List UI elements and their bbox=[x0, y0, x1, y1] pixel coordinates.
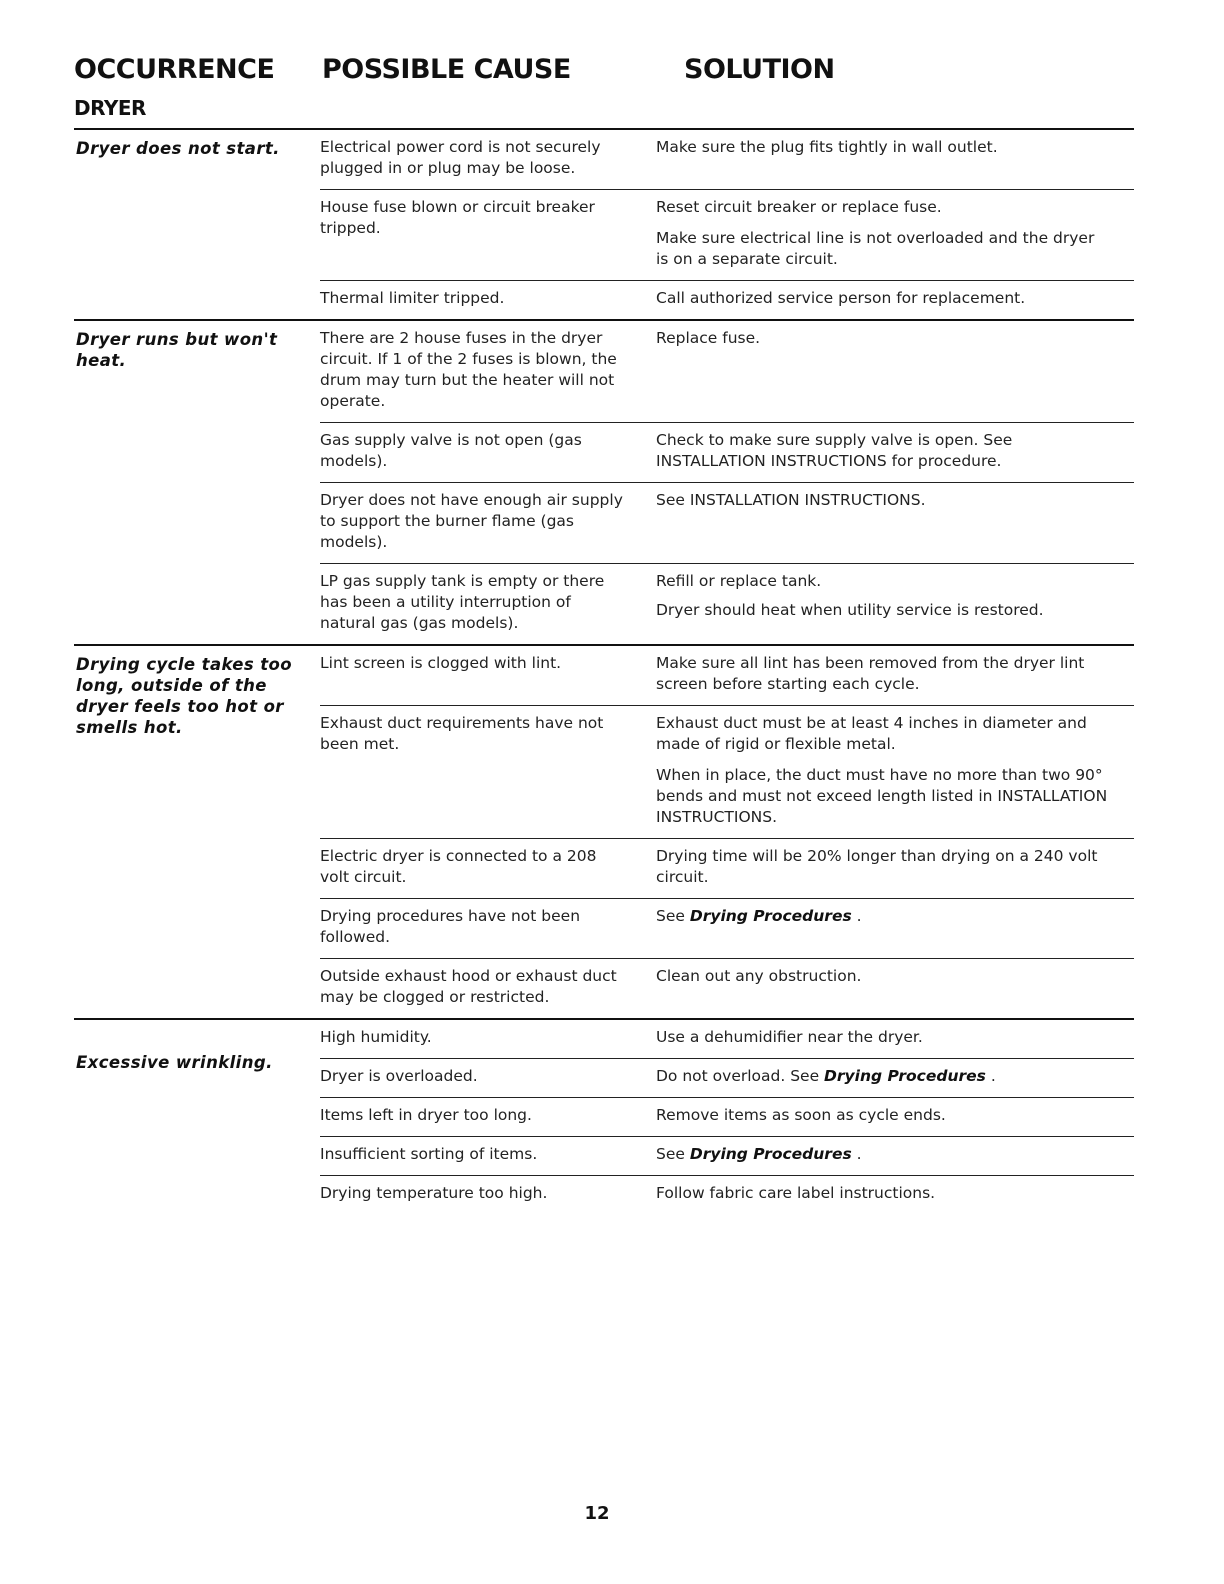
solution-text: Follow fabric care label instructions. bbox=[656, 1184, 936, 1202]
solution-header: SOLUTION bbox=[684, 54, 835, 85]
cause-cell: Gas supply valve is not open (gas models). bbox=[320, 431, 582, 470]
solution-cell bbox=[656, 571, 1108, 634]
section-title: DRYER bbox=[74, 96, 146, 120]
table-row bbox=[320, 482, 1134, 563]
solution-text: Make sure all lint has been removed from the dryer lint screen before starting each cycle. bbox=[656, 654, 1085, 693]
solution-text: Refill or replace tank. bbox=[656, 572, 822, 590]
table-row bbox=[320, 1020, 1134, 1058]
drying-procedures-reference: Drying Procedures bbox=[689, 907, 852, 925]
solution-text bbox=[656, 906, 1108, 927]
cause-cell: House fuse blown or circuit breaker tripped. bbox=[320, 198, 595, 237]
solution-text: Call authorized service person for replacement. bbox=[656, 289, 1026, 307]
solution-suffix: . bbox=[985, 1067, 996, 1085]
solution-text: Check to make sure supply valve is open. See INSTALLATION INSTRUCTIONS for procedure. bbox=[656, 431, 1013, 470]
solution-cell bbox=[656, 966, 1108, 1008]
solution-cell bbox=[656, 288, 1108, 309]
cause-cell: Electric dryer is connected to a 208 volt circuit. bbox=[320, 847, 597, 886]
solution-text bbox=[656, 1066, 1108, 1087]
solution-cell bbox=[656, 430, 1108, 472]
solution-text: Clean out any obstruction. bbox=[656, 967, 862, 985]
cause-cell: Dryer is overloaded. bbox=[320, 1067, 478, 1085]
solution-suffix: . bbox=[851, 1145, 862, 1163]
group-excessive-wrinkling bbox=[74, 1018, 1134, 1214]
solution-cell bbox=[656, 328, 1108, 412]
possible-cause-header: POSSIBLE CAUSE bbox=[322, 54, 571, 85]
solution-text: Use a dehumidifier near the dryer. bbox=[656, 1028, 923, 1046]
table-row bbox=[320, 838, 1134, 898]
solution-cell bbox=[656, 1144, 1108, 1165]
cause-cell: High humidity. bbox=[320, 1028, 432, 1046]
cause-cell: There are 2 house fuses in the dryer circuit. If 1 of the 2 fuses is blown, the drum may turn but the heater will not operate. bbox=[320, 329, 617, 410]
solution-prefix: See bbox=[656, 907, 690, 925]
drying-procedures-reference: Drying Procedures bbox=[824, 1067, 986, 1085]
solution-text: Make sure the plug fits tightly in wall outlet. bbox=[656, 138, 998, 156]
solution-cell bbox=[656, 137, 1108, 179]
page-number: 12 bbox=[584, 1503, 610, 1524]
group-drying-cycle-too-long bbox=[74, 644, 1134, 1018]
table-row bbox=[320, 1058, 1134, 1097]
cause-cell: Dryer does not have enough air supply to support the burner flame (gas models). bbox=[320, 491, 623, 551]
solution-cell bbox=[656, 906, 1108, 948]
cause-cell: Electrical power cord is not securely plugged in or plug may be loose. bbox=[320, 138, 601, 177]
group-dryer-does-not-start bbox=[74, 128, 1134, 319]
group-dryer-runs-no-heat bbox=[74, 319, 1134, 644]
drying-procedures-reference: Drying Procedures bbox=[689, 1145, 852, 1163]
occurrence-header: OCCURRENCE bbox=[74, 54, 275, 85]
table-row bbox=[320, 1097, 1134, 1136]
solution-cell bbox=[656, 197, 1108, 270]
solution-text: Dryer should heat when utility service is restored. bbox=[656, 601, 1044, 619]
solution-text: Drying time will be 20% longer than drying on a 240 volt circuit. bbox=[656, 847, 1098, 886]
solution-text: Reset circuit breaker or replace fuse. bbox=[656, 198, 942, 216]
cause-cell: Exhaust duct requirements have not been met. bbox=[320, 714, 604, 753]
table-row bbox=[320, 563, 1134, 644]
table-row bbox=[320, 898, 1134, 958]
solution-text: When in place, the duct must have no more than two 90° bends and must not exceed length listed in INSTALLATION INSTRUCTIONS. bbox=[656, 766, 1108, 826]
occurrence-label: Dryer runs but won't heat. bbox=[76, 330, 278, 370]
cause-cell: LP gas supply tank is empty or there has been a utility interruption of natural gas (gas models). bbox=[320, 572, 605, 632]
solution-cell bbox=[656, 846, 1108, 888]
solution-cell bbox=[656, 1027, 1108, 1048]
solution-text: Replace fuse. bbox=[656, 329, 761, 347]
table-row bbox=[320, 189, 1134, 280]
table-row bbox=[320, 130, 1134, 189]
table-row bbox=[320, 1136, 1134, 1175]
solution-cell bbox=[656, 1066, 1108, 1087]
occurrence-label: Drying cycle takes too long, outside of the dryer feels too hot or smells hot. bbox=[76, 655, 292, 737]
solution-text: See INSTALLATION INSTRUCTIONS. bbox=[656, 491, 926, 509]
table-row bbox=[320, 1175, 1134, 1214]
cause-cell: Outside exhaust hood or exhaust duct may be clogged or restricted. bbox=[320, 967, 617, 1006]
table-row bbox=[320, 321, 1134, 422]
solution-text bbox=[656, 1144, 1108, 1165]
cause-cell: Thermal limiter tripped. bbox=[320, 289, 505, 307]
solution-cell bbox=[656, 653, 1108, 695]
solution-cell bbox=[656, 1105, 1108, 1126]
cause-cell: Items left in dryer too long. bbox=[320, 1106, 532, 1124]
solution-prefix: Do not overload. See bbox=[656, 1067, 825, 1085]
occurrence-label: Dryer does not start. bbox=[76, 139, 280, 158]
solution-prefix: See bbox=[656, 1145, 690, 1163]
table-row bbox=[320, 705, 1134, 838]
cause-cell: Insufficient sorting of items. bbox=[320, 1145, 538, 1163]
solution-cell bbox=[656, 713, 1108, 828]
cause-cell: Lint screen is clogged with lint. bbox=[320, 654, 562, 672]
table-row bbox=[320, 422, 1134, 482]
solution-cell bbox=[656, 1183, 1108, 1204]
solution-text: Make sure electrical line is not overloaded and the dryer is on a separate circuit. bbox=[656, 229, 1095, 268]
cause-cell: Drying procedures have not been followed. bbox=[320, 907, 581, 946]
solution-text: Exhaust duct must be at least 4 inches in diameter and made of rigid or flexible metal. bbox=[656, 714, 1087, 753]
solution-text: Remove items as soon as cycle ends. bbox=[656, 1106, 946, 1124]
table-row bbox=[320, 958, 1134, 1018]
table-row bbox=[320, 280, 1134, 319]
cause-cell: Drying temperature too high. bbox=[320, 1184, 548, 1202]
table-row bbox=[320, 646, 1134, 705]
solution-suffix: . bbox=[851, 907, 862, 925]
troubleshooting-table bbox=[74, 128, 1134, 1214]
occurrence-label: Excessive wrinkling. bbox=[76, 1053, 273, 1072]
solution-cell bbox=[656, 490, 1108, 553]
